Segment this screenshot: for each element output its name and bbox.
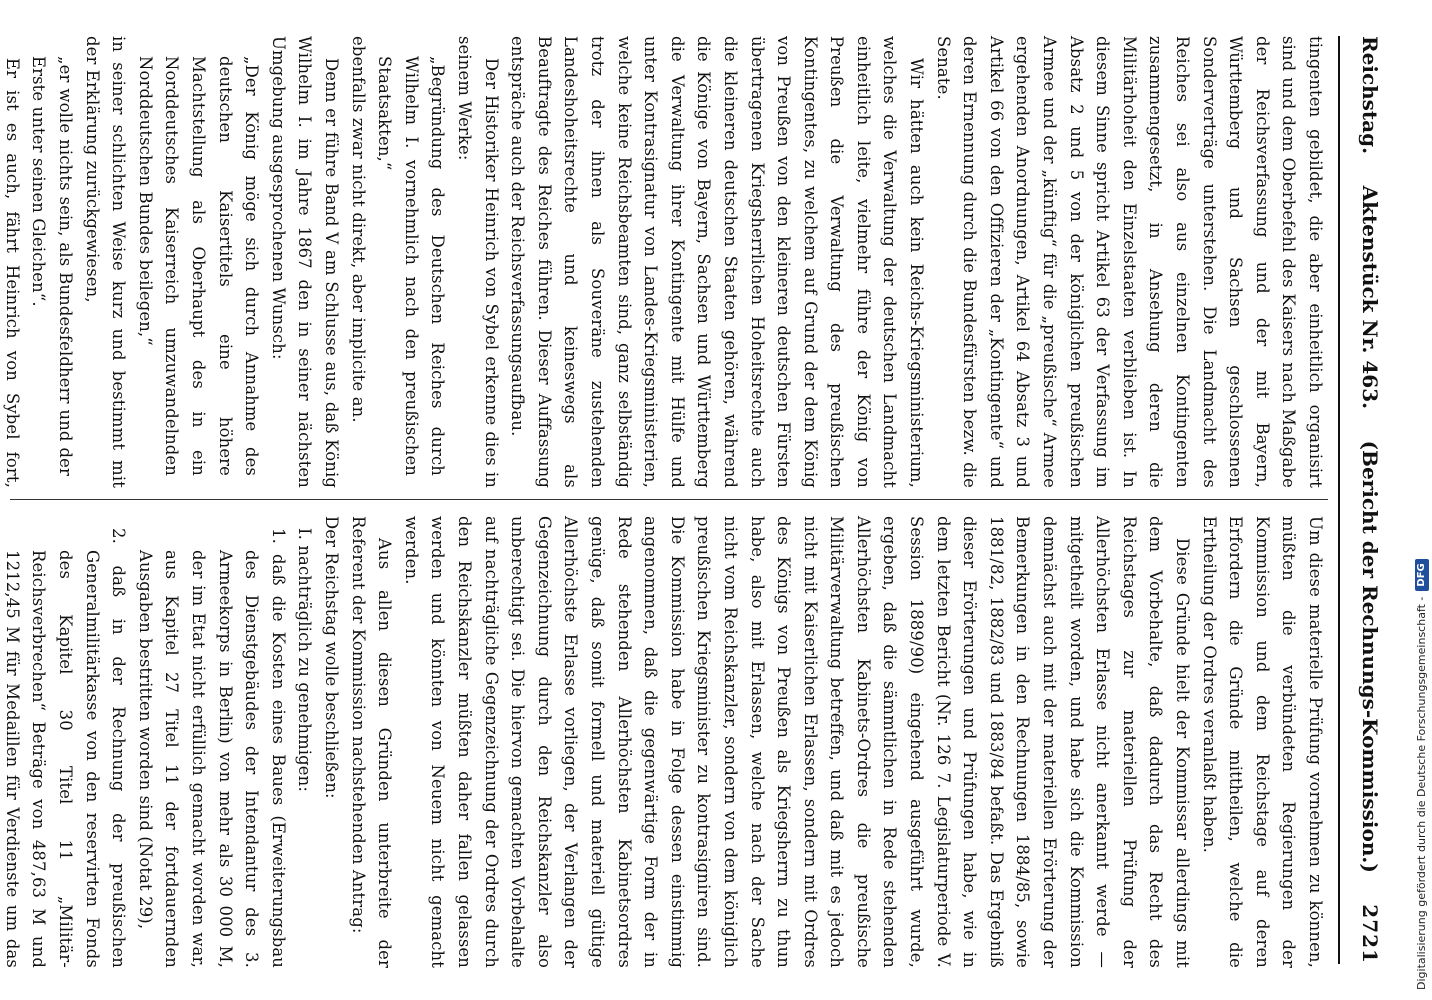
paragraph: Der Reichstag wolle beschließen:: [322, 516, 342, 799]
left-column: [2, 36, 1328, 488]
paragraph: 1. daß die Kosten eines Baues (Erweiterungsbau des Dienstgebäudes der Intendantur des 3. Armeekorps in Berlin) von mehr als 30 000 M, der im Etat nicht erfüllich gemacht worden war, aus Kapitel 27 Titel 11 der fortdauernden Ausgaben bestritten worden sind (Notat 29),: [135, 528, 288, 968]
paragraph: Denn er führe Band V am Schlusse aus, daß König Wilhelm I. im Jahre 1867 den in seiner nächsten Umgebung ausgesprochenen Wunsch:: [268, 36, 342, 488]
header-left: Reichstag.: [1358, 36, 1382, 155]
paragraph: Um diese materielle Prüfung vornehmen zu können, müßten die verbündeten Regierungen der Kommission und dem Reichstage auf deren Erfordern die Gründe mittheilen, welche die Ertheilung der Ordres veranlaßt haben.: [1199, 516, 1325, 968]
column-divider: [10, 499, 1328, 500]
digitization-note: [1412, 0, 1432, 1000]
header-center: Aktenstück Nr. 463.: [1358, 185, 1382, 410]
paragraph: I. nachträglich zu genehmigen:: [295, 528, 315, 793]
header-rule: [1338, 36, 1340, 964]
page-header: [1346, 36, 1382, 964]
header-right-title: (Bericht der Rechnungs-Kommission.): [1358, 440, 1382, 873]
paragraph: „er wolle nichts sein, als Bundesfeldherr und der Erste unter seinen Gleichen“.: [29, 56, 76, 476]
paragraph: „Begründung des Deutschen Reiches durch Wilhelm I. vornehmlich nach den preußischen Staatsakten,“: [375, 56, 448, 476]
paragraph: tingenten gebildet, die aber einheitlich organisirt sind und dem Oberbefehl des Kaisers nach Maßgabe der Reichsverfassung und der mit Bayern, Württemberg und Sachsen geschlossenen Sonderverträge unterstehen. Die Landmacht des Reiches sei also aus einzelnen Kontingenten zusammengesetzt, in Ansehung deren die Militärhoheit den Einzelstaaten verblieben ist. In diesem Sinne spricht Artikel 63 der Verfassung im Absatz 2 und 5 von der königlichen preußischen Armee und der „künftig“ für die „preußische“ Armee ergehenden Anordnungen, Artikel 64 Absatz 3 und Artikel 66 von den Offizieren der „Kontingente“ und deren Ernennung durch die Bundesfürsten bezw. die Senate.: [933, 36, 1325, 488]
dfg-logo: DFG: [1415, 559, 1429, 590]
paragraph: in seiner schlichten Weise kurz und bestimmt mit der Erklärung zurückgewiesen,: [82, 36, 129, 488]
page-number: 2721: [1358, 904, 1382, 964]
paragraph: „Der König möge sich durch Annahme des deutschen Kaisertitels eine höhere Machtstellung als Oberhaupt des in ein Norddeutsches Kaiserreich umzuwandelnden Norddeutschen Bundes beilegen,“: [135, 56, 262, 476]
right-column: [2, 516, 1328, 968]
paragraph: Diese Gründe hielt der Kommissar allerdings mit dem Vorbehalte, daß dadurch das Recht des Reichstages zur materiellen Prüfung der Allerhöchsten Erlasse nicht anerkannt werde — mitgetheilt worden, und habe sich die Kommission demnächst auch mit der materiellen Erörterung der Bemerkungen in den Rechnungen 1884/85, sowie 1881/82, 1882/83 und 1883/84 befaßt. Das Ergebniß dieser Erörterungen und Prüfungen habe, wie in dem letzten Bericht (Nr. 126 7. Legislaturperiode V. Session 1889/90) eingehend ausgeführt wurde, ergeben, daß die sämmtlichen in Rede stehenden Allerhöchsten Kabinets-Ordres die preußische Militärverwaltung betreffen, und daß mit es jedoch nicht mit Kaiserlichen Erlassen, sondern mit Ordres des Königs von Preußen als Kriegsherrn zu thun habe, also mit Erlassen, welche nach der Sache nicht vom Reichskanzler, sondern von dem königlich preußischen Kriegsminister zu kontrasigniren sind. Die Kommission habe in Folge dessen einstimmig angenommen, daß die gegenwärtige Form der in Rede stehenden Allerhöchsten Kabinetsordres genüge, daß somit formell und materiell gültige Allerhöchste Erlasse vorliegen, der Verlangen der Gegenzeichnung durch den Reichskanzler also unberechtigt sei. Die hiervon gemachten Vorbehalte auf nachträgliche Gegenzeichnung der Ordres durch den Reichskanzler müßten daher fallen gelassen werden und könnten von Neuem nicht gemacht werden.: [401, 516, 1193, 968]
paragraph: Der Historiker Heinrich von Sybel erkenne dies in seinem Werke:: [455, 36, 501, 488]
paragraph: 2. daß in der Rechnung der preußischen Generalmilitärkasse von den reservirten Fonds des Kapitel 30 Titel 11 „Militär-Reichsverbrechen“ Beträge von 487,63 M und 1212,45 M für Medaillen für Verdienste um das: [2, 528, 129, 968]
paragraph: ebenfalls zwar nicht direkt, aber implicite an.: [348, 36, 368, 423]
digitization-note-text: Digitalisierung gefördert durch die Deutsche Forschungsgemeinschaft -: [1415, 596, 1428, 990]
paragraph: Er ist es auch, fährt Heinrich von Sybel fort,: [2, 58, 22, 488]
paragraph: Wir hätten auch kein Reichs-Kriegsministerium, welches die Verwaltung der deutschen Landmacht einheitlich leite, vielmehr führe der König von Preußen die Verwaltung des preußischen Kontingentes, zu welchem auf Grund der dem König von Preußen von den kleineren deutschen Fürsten übertragenen Kriegsherrlichen Hoheitsrechte auch die kleineren deutschen Staaten gehören, während die Könige von Bayern, Sachsen und Württemberg die Verwaltung ihrer Kontingente mit Hülfe und unter Kontrasignatur von Landes-Kriegsministerien, welche keine Reichsbeamten sind, ganz selbständig trotz der ihnen als Souveräne zustehenden Landeshoheitsrechte und keineswegs als Beauftragte des Reiches führen. Dieser Auffassung entspräche auch der Reichsverfassungsaufbau.: [508, 36, 927, 488]
paragraph: Aus allen diesen Gründen unterbreite der Referent der Kommission nachstehenden Antrag:: [348, 516, 395, 968]
